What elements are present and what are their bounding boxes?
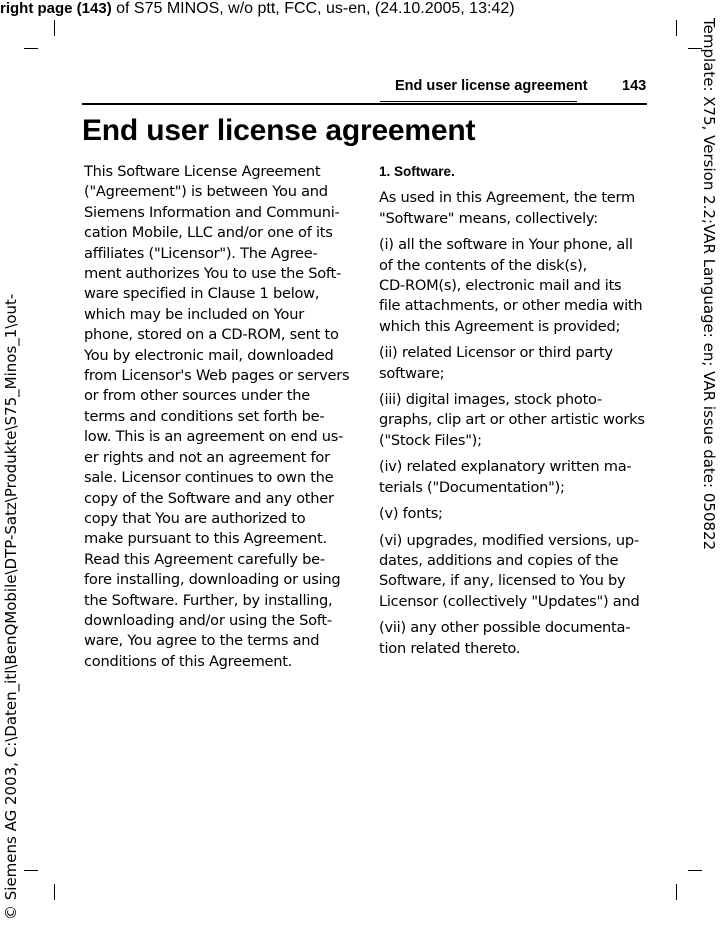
intro-paragraph	[84, 162, 356, 672]
definition-paragraph	[379, 457, 651, 498]
text-line: er rights and not an agreement for	[84, 448, 330, 466]
text-line: or from other sources under the	[84, 387, 310, 405]
definition-paragraph	[379, 390, 651, 451]
text-line: "Software" means, collectively:	[379, 209, 598, 227]
text-line: Licensor (collectively "Updates") and	[379, 592, 640, 610]
crop-mark	[54, 20, 55, 36]
text-line: downloading and/or using the Soft-	[84, 611, 332, 629]
header-rule	[82, 103, 647, 105]
template-info-vertical: Template: X75, Version 2.2;VAR Language: en; VAR issue date: 050822	[700, 18, 718, 551]
text-line: terms and conditions set forth be-	[84, 407, 325, 425]
copyright-path-vertical: © Siemens AG 2003, C:\Daten_itl\BenQMobile\DTP-Satz\Produkte\S75_Minos_1\out-	[2, 293, 20, 920]
text-line: affiliates ("Licensor"). The Agree-	[84, 244, 318, 262]
text-line: conditions of this Agreement.	[84, 652, 293, 670]
crop-mark	[24, 870, 38, 871]
definition-paragraph	[379, 618, 651, 659]
text-line: (vi) upgrades, modified versions, up-	[379, 531, 639, 549]
crop-mark	[54, 884, 55, 900]
text-line: (i) all the software in Your phone, all	[379, 236, 633, 254]
text-line: software;	[379, 364, 445, 382]
text-line: CD-ROM(s), electronic mail and its	[379, 277, 622, 295]
print-header-bold: right page (143)	[0, 0, 112, 17]
text-line: (iii) digital images, stock photo-	[379, 391, 603, 409]
text-line: copy that You are authorized to	[84, 509, 306, 527]
text-line: You by electronic mail, downloaded	[84, 346, 334, 364]
text-line: Software, if any, licensed to You by	[379, 572, 626, 590]
text-line: make pursuant to this Agreement.	[84, 530, 327, 548]
text-line: of the contents of the disk(s),	[379, 256, 587, 274]
text-line: This Software License Agreement	[84, 163, 321, 180]
text-line: ware specified in Clause 1 below,	[84, 285, 320, 303]
text-line: fore installing, downloading or using	[84, 571, 341, 589]
text-line: from Licensor's Web pages or servers	[84, 367, 350, 385]
print-header-rest: of S75 MINOS, w/o ptt, FCC, us-en, (24.10.2005, 13:42)	[111, 0, 515, 17]
text-line: As used in this Agreement, the term	[379, 189, 635, 207]
text-line: (vii) any other possible documenta-	[379, 619, 631, 637]
running-head: End user license agreement	[395, 78, 588, 94]
definition-paragraph	[379, 531, 651, 613]
header-rule-short	[380, 101, 577, 102]
crop-mark	[24, 48, 38, 49]
text-line: terials ("Documentation");	[379, 478, 565, 496]
page-number: 143	[622, 78, 647, 94]
definition-paragraph	[379, 504, 651, 524]
text-line: file attachments, or other media with	[379, 297, 643, 315]
text-line: graphs, clip art or other artistic works	[379, 411, 645, 429]
text-line: (iv) related explanatory written ma-	[379, 458, 632, 476]
text-line: (v) fonts;	[379, 505, 443, 523]
text-line: which may be included on Your	[84, 305, 304, 323]
section-title: 1. Software.	[379, 164, 455, 179]
text-line: sale. Licensor continues to own the	[84, 469, 334, 487]
crop-mark	[688, 870, 702, 871]
text-line: Read this Agreement carefully be-	[84, 550, 325, 568]
text-line: tion related thereto.	[379, 639, 521, 657]
text-line: which this Agreement is provided;	[379, 317, 621, 335]
text-line: (ii) related Licensor or third party	[379, 344, 613, 362]
text-line: copy of the Software and any other	[84, 489, 334, 507]
text-line: ("Agreement") is between You and	[84, 183, 328, 201]
text-line: dates, additions and copies of the	[379, 551, 619, 569]
page-title: End user license agreement	[82, 114, 476, 147]
crop-mark	[676, 884, 677, 900]
text-line: ware, You agree to the terms and	[84, 632, 320, 650]
print-header	[0, 0, 515, 18]
text-line: low. This is an agreement on end us-	[84, 428, 344, 446]
crop-mark	[676, 20, 677, 36]
definition-paragraph	[379, 235, 651, 337]
text-line: ("Stock Files");	[379, 431, 482, 449]
software-section	[379, 162, 651, 665]
definition-paragraph	[379, 343, 651, 384]
text-line: phone, stored on a CD-ROM, sent to	[84, 326, 339, 344]
text-line: the Software. Further, by installing,	[84, 591, 333, 609]
text-line: ment authorizes You to use the Soft-	[84, 265, 342, 283]
definition-paragraph	[379, 188, 651, 229]
text-line: cation Mobile, LLC and/or one of its	[84, 224, 333, 242]
text-line: Siemens Information and Communi-	[84, 203, 340, 221]
